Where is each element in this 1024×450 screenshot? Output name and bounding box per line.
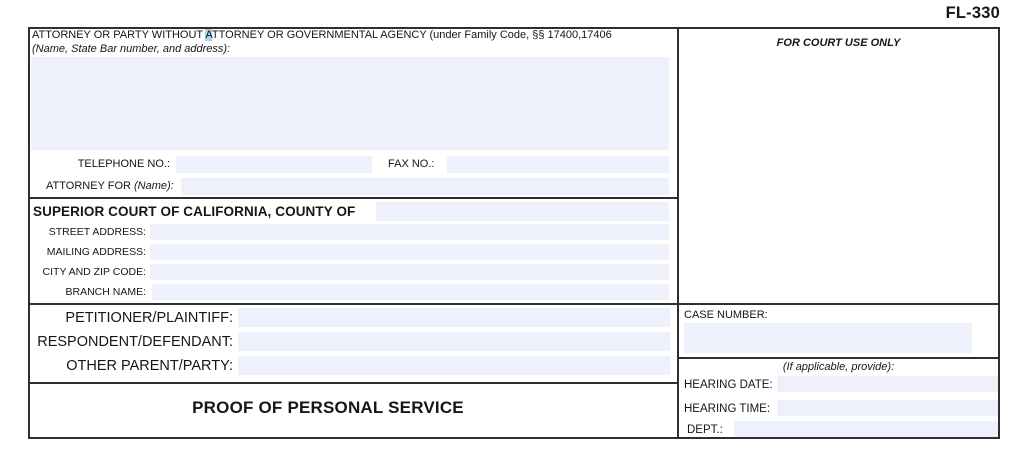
form-number: FL-330 — [945, 4, 1000, 22]
respondent-field[interactable] — [238, 332, 670, 351]
if-applicable-label: (If applicable, provide): — [782, 361, 895, 373]
petitioner-field[interactable] — [238, 308, 670, 327]
hearing-date-label: HEARING DATE: — [684, 379, 773, 391]
dept-label: DEPT.: — [687, 424, 723, 436]
for-court-use-only-label: FOR COURT USE ONLY — [776, 37, 901, 49]
county-field[interactable] — [376, 202, 669, 221]
attorney-for-label-text: ATTORNEY FOR — [46, 180, 135, 192]
case-number-field[interactable] — [684, 323, 972, 353]
hearing-time-field[interactable] — [777, 400, 998, 416]
petitioner-label: PETITIONER/PLAINTIFF: — [65, 310, 233, 326]
street-address-field[interactable] — [150, 224, 669, 240]
case-number-label: CASE NUMBER: — [684, 309, 768, 321]
dept-field[interactable] — [734, 421, 998, 437]
other-parent-label: OTHER PARENT/PARTY: — [66, 358, 233, 374]
superior-court-title: SUPERIOR COURT OF CALIFORNIA, COUNTY OF — [33, 204, 356, 219]
branch-name-field[interactable] — [152, 284, 669, 300]
divider — [30, 303, 998, 305]
fax-field[interactable] — [447, 156, 669, 173]
search-highlight: A — [205, 29, 212, 41]
form-title: PROOF OF PERSONAL SERVICE — [192, 398, 464, 417]
divider — [30, 382, 677, 384]
hearing-date-field[interactable] — [777, 376, 998, 392]
telephone-label: TELEPHONE NO.: — [77, 158, 170, 170]
city-zip-field[interactable] — [150, 264, 669, 280]
branch-name-label: BRANCH NAME: — [65, 286, 146, 298]
city-zip-label: CITY AND ZIP CODE: — [42, 266, 146, 278]
mailing-address-label: MAILING ADDRESS: — [46, 246, 146, 258]
mailing-address-field[interactable] — [150, 244, 669, 260]
attorney-caption-subtitle: (Name, State Bar number, and address): — [32, 43, 231, 55]
respondent-label: RESPONDENT/DEFENDANT: — [37, 334, 233, 350]
telephone-field[interactable] — [176, 156, 372, 173]
other-parent-field[interactable] — [238, 356, 670, 375]
attorney-for-label-hint: (Name): — [134, 180, 174, 192]
name-address-field[interactable] — [31, 57, 669, 150]
attorney-caption-text: TTORNEY OR GOVERNMENTAL AGENCY (under Family Code, §§ 17400,17406 — [211, 29, 612, 41]
divider — [30, 197, 677, 199]
fax-label: FAX NO.: — [388, 158, 435, 170]
divider — [677, 29, 679, 437]
attorney-caption — [32, 29, 612, 42]
street-address-label: STREET ADDRESS: — [48, 226, 146, 238]
divider — [679, 357, 998, 359]
attorney-for-label — [46, 180, 174, 193]
hearing-time-label: HEARING TIME: — [684, 403, 771, 415]
attorney-for-field[interactable] — [181, 178, 669, 195]
attorney-caption-text: ATTORNEY OR PARTY WITHOUT — [32, 29, 206, 41]
